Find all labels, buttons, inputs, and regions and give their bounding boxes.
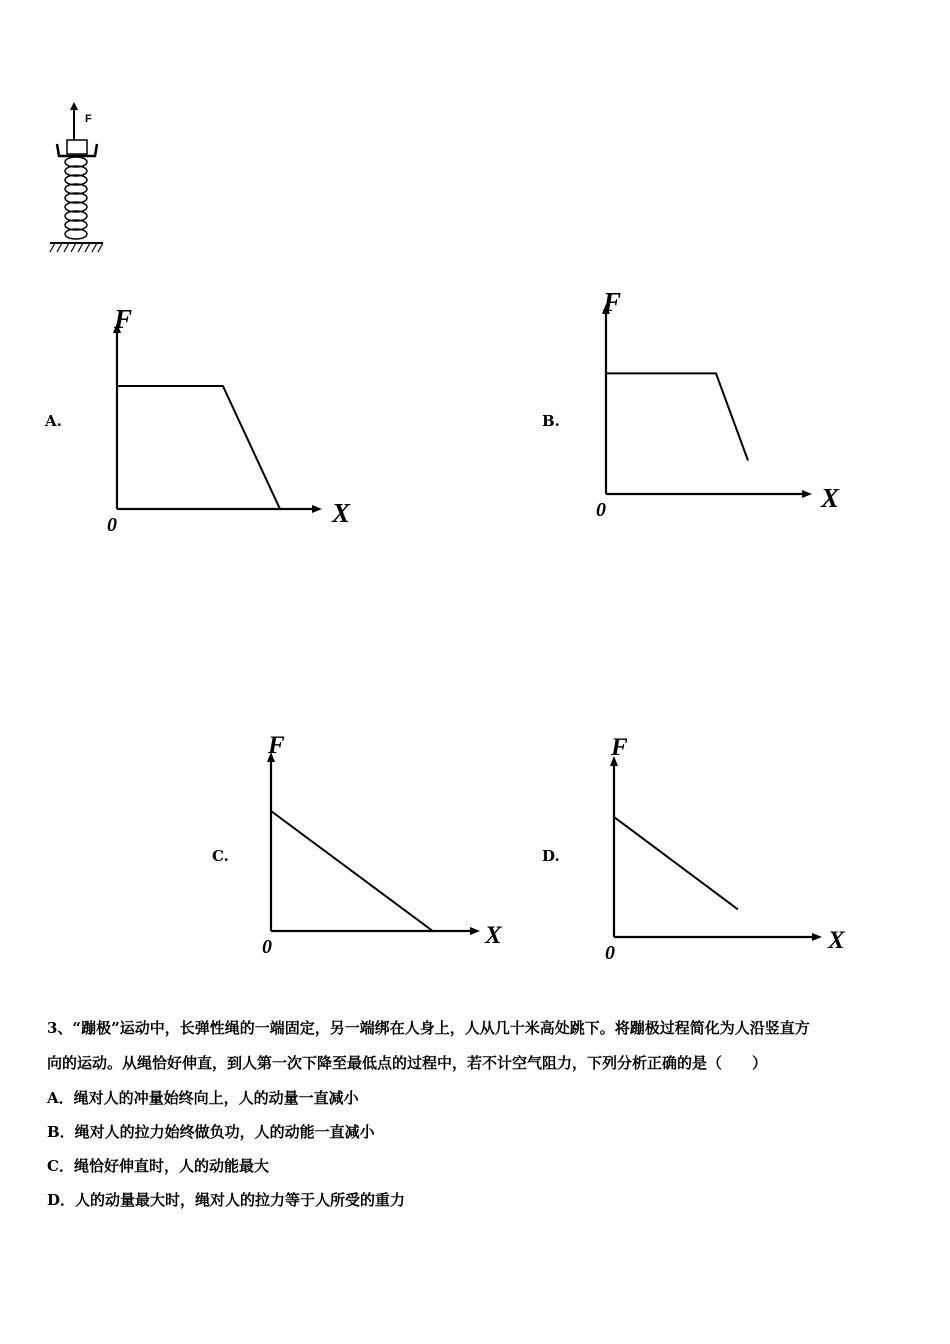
option-d-x-axis-label: X — [828, 927, 845, 954]
option-a-x-axis-label: X — [332, 498, 351, 528]
option-a-label: A. — [45, 412, 62, 430]
choice-b: B．绳对人的拉力始终做负功，人的动能一直减小 — [47, 1123, 375, 1141]
option-c-label: C. — [212, 847, 229, 865]
option-c-x-axis-label: X — [485, 922, 502, 949]
question-stem-line-1: 3、“蹦极”运动中，长弹性绳的一端固定，另一端绑在人身上，人从几十米高处跳下。将蹦极过程简化为人沿竖直方 — [47, 1019, 810, 1037]
option-b-x-axis-label: X — [821, 483, 840, 513]
option-d-curve — [614, 817, 738, 909]
option-b-y-axis-label: F — [603, 287, 622, 317]
choice-c: C．绳恰好伸直时，人的动能最大 — [47, 1157, 269, 1175]
option-a-origin: 0 — [107, 514, 117, 536]
option-a-y-axis-label: F — [114, 304, 133, 334]
spring-force-label: F — [85, 113, 92, 125]
choice-a: A．绳对人的冲量始终向上，人的动量一直减小 — [47, 1089, 359, 1107]
option-c-y-axis-label: F — [268, 732, 285, 759]
option-d-label: D. — [542, 847, 560, 865]
option-d-origin: 0 — [605, 942, 615, 964]
option-b-label: B. — [542, 412, 560, 430]
question-stem-line-2: 向的运动。从绳恰好伸直，到人第一次下降至最低点的过程中，若不计空气阻力，下列分析正确的是（ ） — [47, 1054, 768, 1072]
option-d-x-arrow — [812, 933, 822, 941]
option-c-origin: 0 — [262, 936, 272, 958]
option-d-y-axis-label: F — [611, 734, 628, 761]
choice-d: D．人的动量最大时，绳对人的拉力等于人所受的重力 — [47, 1191, 406, 1209]
option-b-origin: 0 — [596, 499, 606, 521]
